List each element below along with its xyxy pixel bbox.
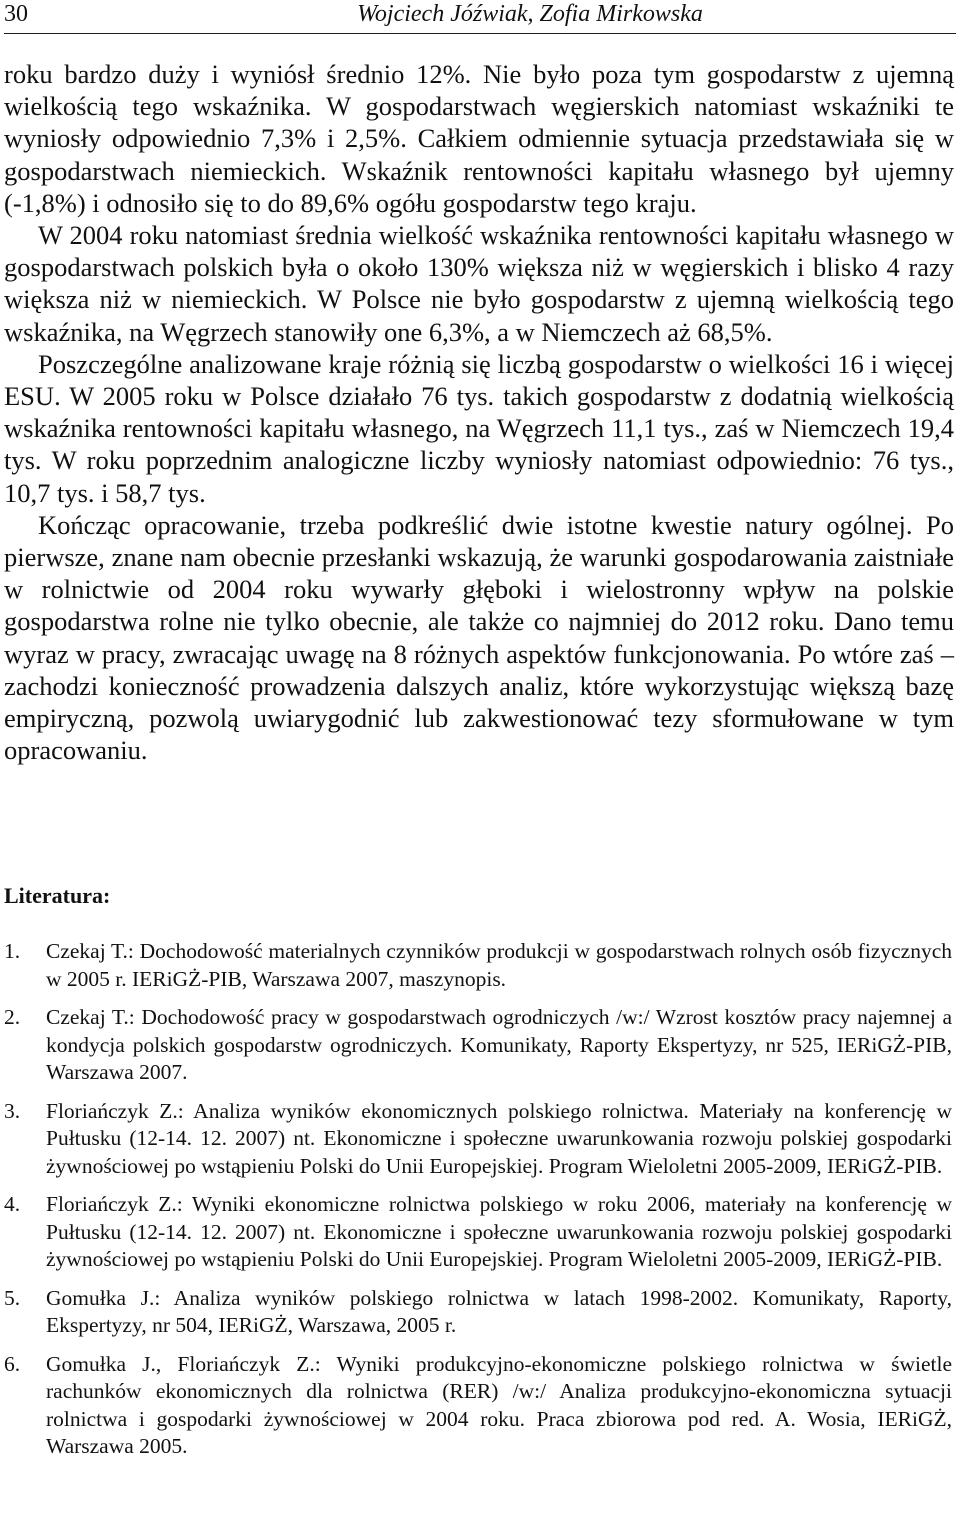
reference-item xyxy=(4,1191,952,1274)
reference-number: 2. xyxy=(4,1005,21,1029)
reference-list xyxy=(4,938,952,1472)
reference-item xyxy=(4,1098,952,1181)
page-header xyxy=(4,0,956,34)
paragraph: Kończąc opracowanie, trzeba podkreślić dwie istotne kwestie natury ogólnej. Po pierwsze, znane nam obecnie przesłanki wskazują, że warunki gospodarowania zaistniałe w rolnictwie od 2004 roku wywarły głęboki i wielostronny wpływ na polskie gospodarstwa rolne nie tylko obecnie, ale także co najmniej do 2012 roku. Dano temu wyraz w pracy, zwracając uwagę na 8 różnych aspektów funkcjonowania. Po wtóre zaś – zachodzi konieczność prowadzenia dalszych analiz, które wykorzystując większą bazę empiryczną, pozwolą uwiarygodnić lub zakwestionować tezy sformułowane w tym opracowaniu. xyxy=(4,509,954,766)
paragraph: W 2004 roku natomiast średnia wielkość wskaźnika rentowności kapitału własnego w gospodarstwach polskich była o około 130% większa niż w węgierskich i blisko 4 razy większa niż w niemieckich. W Polsce nie było gospodarstw z ujemną wielkością tego wskaźnika, na Węgrzech stanowiły one 6,3%, a w Niemczech aż 68,5%. xyxy=(4,220,954,347)
reference-item xyxy=(4,1285,952,1340)
reference-number: 5. xyxy=(4,1285,21,1310)
paragraph: Poszczególne analizowane kraje różnią się liczbą gospodarstw o wielkości 16 i więcej ESU. W 2005 roku w Polsce działało 76 tys. takich gospodarstw z dodatnią wielkością wskaźnika rentowności kapitału własnego, na Węgrzech 11,1 tys., zaś w Niemczech 19,4 tys. W roku poprzednim analogiczne liczby wyniosły natomiast odpowiednio: 76 tys., 10,7 tys. i 58,7 tys. xyxy=(4,348,954,508)
reference-number: 6. xyxy=(4,1351,21,1376)
literature-heading: Literatura: xyxy=(4,883,111,908)
reference-number: 3. xyxy=(4,1098,21,1123)
reference-text: Gomułka J.: Analiza wyników polskiego rolnictwa w latach 1998-2002. Komunikaty, Raporty, Ekspertyzy, nr 504, IERiGŻ, Warszawa, 2005 r. xyxy=(46,1285,952,1337)
reference-text: Floriańczyk Z.: Analiza wyników ekonomicznych polskiego rolnictwa. Materiały na konferencję w Pułtusku (12-14. 12. 2007) nt. Ekonomiczne i społeczne uwarunkowania rozwoju polskiej gospodarki żywnościowej po wstąpieniu Polski do Unii Europejskiej. Program Wieloletni 2005-2009, IERiGŻ-PIB. xyxy=(46,1098,952,1178)
page-number: 30 xyxy=(4,1,28,27)
reference-text: Czekaj T.: Dochodowość materialnych czynników produkcji w gospodarstwach rolnych osób fizycznych w 2005 r. IERiGŻ-PIB, Warszawa 2007, maszynopis. xyxy=(46,939,952,991)
reference-number: 4. xyxy=(4,1192,21,1216)
reference-number: 1. xyxy=(4,939,21,963)
reference-text: Floriańczyk Z.: Wyniki ekonomiczne rolnictwa polskiego w roku 2006, materiały na konferencję w Pułtusku (12-14. 12. 2007) nt. Ekonomiczne i społeczne uwarunkowania rozwoju polskiej gospodarki żywnościowej po wstąpieniu Polski do Unii Europejskiej. Program Wieloletni 2005-2009, IERiGŻ-PIB. xyxy=(46,1192,952,1271)
reference-item xyxy=(4,938,952,993)
paragraph: roku bardzo duży i wyniósł średnio 12%. Nie było poza tym gospodarstw z ujemną wielkością tego wskaźnika. W gospodarstwach węgierskich natomiast wskaźniki te wyniosły odpowiednio 7,3% i 2,5%. Całkiem odmiennie sytuacja przedstawiała się w gospodarstwach niemieckich. Wskaźnik rentowności kapitału własnego był ujemny (-1,8%) i odnosiło się to do 89,6% ogółu gospodarstw tego kraju. xyxy=(4,59,954,218)
body-text xyxy=(4,58,954,766)
reference-item xyxy=(4,1004,952,1087)
reference-text: Gomułka J., Floriańczyk Z.: Wyniki produkcyjno-ekonomiczne polskiego rolnictwa w świetle rachunków ekonomicznych dla rolnictwa (RER) /w:/ Analiza produkcyjno-ekonomiczna sytuacji rolnictwa i gospodarki żywnościowej w 2004 roku. Praca zbiorowa pod red. A. Wosia, IERiGŻ, Warszawa 2005. xyxy=(46,1351,952,1458)
reference-item xyxy=(4,1351,952,1461)
running-head: Wojciech Jóźwiak, Zofia Mirkowska xyxy=(357,1,703,27)
reference-text: Czekaj T.: Dochodowość pracy w gospodarstwach ogrodniczych /w:/ Wzrost kosztów pracy najemnej a kondycja polskich gospodarstw ogrodniczych. Komunikaty, Raporty Ekspertyzy, nr 525, IERiGŻ-PIB, Warszawa 2007. xyxy=(46,1005,952,1084)
